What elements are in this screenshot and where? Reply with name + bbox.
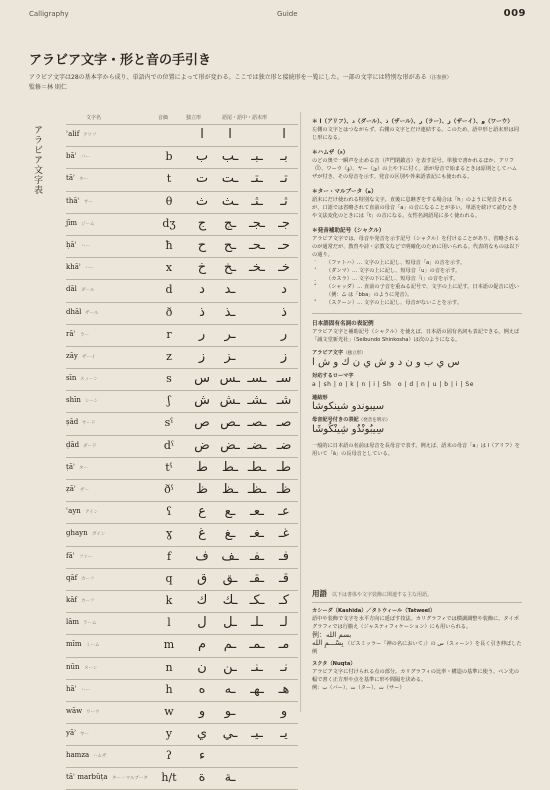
letter-final-form: ـط [221, 459, 239, 475]
letter-initial-form: طـ [276, 459, 292, 475]
table-row [66, 124, 298, 146]
letter-sound: d [165, 283, 173, 297]
letter-kana: ミーム [86, 643, 100, 649]
letter-final-form: ـغ [224, 526, 236, 542]
letter-name: shīn [66, 396, 81, 405]
letter-medial-form: ـجـ [248, 215, 265, 231]
letter-final-form: ـث [221, 193, 239, 209]
table-row [66, 146, 298, 168]
letter-kana: カーフ [81, 576, 95, 582]
table-row [66, 390, 298, 412]
letter-isolated-form: ن [197, 659, 207, 675]
glossary-kashida-example-note: بِسْـــمِ الله （ビスミッラー「神の名において」）の س（スィーン）を長く引き伸ばした例 [312, 639, 522, 655]
letter-medial-form: ـخـ [248, 260, 265, 276]
letter-medial-form: ـغـ [250, 526, 264, 542]
letter-name: ʾalif [66, 130, 80, 138]
letter-sound: q [165, 571, 173, 585]
letter-kana: シーン [85, 399, 99, 405]
letter-sound: h/t [161, 771, 177, 785]
table-row [66, 257, 298, 279]
letter-initial-form: ثـ [280, 193, 288, 209]
table-row [66, 546, 298, 568]
letter-sound: b [165, 150, 173, 164]
letter-name: fāʾ [66, 551, 75, 560]
letter-final-form: ـب [221, 149, 239, 165]
letter-name: ḍād [66, 440, 80, 449]
diacritic-mark [314, 299, 322, 307]
glossary-section [312, 590, 522, 692]
example-vocalized-form: سِيبُونْدُو شِينْكُوشَا [312, 423, 385, 435]
table-header [66, 114, 296, 124]
letter-sound: h [165, 682, 173, 696]
letter-medial-form: ـيـ [251, 726, 263, 742]
note-nonconnecting-head: ＊ ا（アリフ）、د（ダール）、ذ（ザール）、ر（ラー）、ز（ザーイ）、و（ワーウ） [312, 119, 513, 125]
letter-kana: ヌーン [84, 665, 98, 671]
table-row [66, 168, 298, 190]
letter-kana: ジーム [81, 221, 95, 227]
letter-sound: x [165, 261, 173, 275]
letter-table [66, 124, 298, 790]
letter-final-form: ـص [220, 415, 240, 431]
letter-sound: dʒ [162, 216, 176, 230]
diacritic-item [312, 283, 522, 299]
letter-isolated-form: ص [194, 415, 210, 431]
diacritic-mark [314, 283, 322, 299]
letter-medial-form: ـنـ [251, 659, 263, 675]
letter-name: ʿayn [66, 507, 81, 516]
page-header [29, 10, 526, 26]
diacritic-description: （スクーン）… 文字の上に記し、母音がないことを示す。 [326, 300, 463, 306]
letter-initial-form: ضـ [276, 437, 292, 453]
glossary-subtitle: 以下は書体や文字装飾に関連する主な用語。 [332, 592, 433, 598]
section-divider [312, 313, 522, 314]
letter-kana: ヤー [80, 732, 89, 738]
example-vocalized-label: 母音記号付きの表記（発音を明示） [312, 416, 391, 423]
letter-kana: カーフ [81, 598, 95, 604]
glossary-kashida-head: カシーダ（Kashida）／タトウィール（Tatweel） [312, 608, 436, 614]
note-japanese-names-body: アラビア文字と補助記号（シャクル）を使えば、日本語の固有名詞も表記できる。例えば「誠文堂新光社」（Seibundo Shinkosha）は次のようになる。 [312, 328, 520, 343]
letter-initial-form: صـ [276, 415, 292, 431]
letter-initial-form: حـ [278, 237, 290, 253]
letter-name: dhāl [66, 307, 82, 316]
page-title: アラビア文字・形と音の手引き [29, 53, 212, 68]
letter-initial-form: غـ [278, 526, 290, 542]
letter-isolated-form: ل [197, 615, 207, 631]
letter-name: dāl [66, 285, 77, 294]
letter-kana: ダード [83, 443, 97, 449]
column-divider [300, 112, 301, 712]
letter-sound: s [166, 372, 172, 386]
letter-name: ghayn [66, 529, 88, 538]
letter-kana: ダール [81, 288, 95, 294]
table-row [66, 235, 298, 257]
letter-isolated-form: و [198, 703, 206, 719]
letter-isolated-form: ظ [195, 482, 209, 497]
glossary-nuqta-head: ヌクタ（Nuqta） [312, 661, 356, 667]
letter-initial-form: بـ [280, 149, 288, 165]
name-example-box [312, 349, 522, 434]
lead-paragraph [29, 73, 519, 92]
letter-initial-form: فـ [278, 548, 290, 564]
table-row [66, 479, 298, 501]
letter-medial-form: ـثـ [251, 193, 263, 209]
letter-initial-form: ا [282, 127, 286, 142]
diacritic-item [312, 267, 522, 275]
letter-isolated-form: خ [197, 260, 207, 276]
letter-isolated-form: ع [198, 504, 206, 520]
letter-medial-form: ـفـ [249, 548, 265, 564]
letter-kana: ハー [85, 266, 94, 272]
letter-medial-form: ـكـ [249, 592, 265, 608]
letter-sound: w [164, 704, 174, 718]
letter-sound: n [165, 660, 173, 674]
letter-name: hāʾ [66, 684, 77, 693]
letter-name: tāʾ marbūṭa [66, 773, 108, 782]
letter-medial-form: ـظـ [247, 482, 267, 497]
col-isolated-header: 独立形 [186, 115, 202, 121]
letter-sound: sˤ [164, 416, 174, 430]
letter-name: mīm [66, 640, 82, 649]
letter-name: nūn [66, 662, 80, 671]
letter-isolated-form: ر [198, 326, 206, 342]
diacritic-list [312, 259, 522, 307]
letter-kana: ラー [80, 332, 89, 338]
letter-isolated-form: ح [197, 237, 207, 253]
letter-initial-form: عـ [278, 504, 290, 520]
letter-sound: z [166, 349, 172, 363]
table-row [66, 767, 298, 789]
letter-kana: ラーム [83, 621, 97, 627]
example-connected-label: 連結形 [312, 394, 328, 401]
letter-medial-form: ـسـ [247, 371, 267, 387]
letter-name: tāʾ [66, 174, 76, 183]
letter-isolated-form: ت [195, 171, 209, 187]
letter-name: ṭāʾ [66, 462, 76, 471]
letter-isolated-form: ب [195, 149, 209, 165]
letter-final-form: ـر [224, 326, 236, 342]
letter-medial-form: ـصـ [247, 415, 267, 431]
letter-sound: k [165, 593, 173, 607]
letter-medial-form: ـبـ [251, 149, 263, 165]
letter-final-form: ـق [222, 570, 238, 586]
col-joined-header: 語尾・語中・語末形 [222, 115, 268, 121]
table-row [66, 701, 298, 723]
letter-kana: ハー [81, 687, 90, 693]
letter-isolated-form: ض [194, 437, 210, 453]
letter-kana: サード [82, 421, 96, 427]
table-row [66, 612, 298, 634]
letter-initial-form: لـ [280, 615, 288, 631]
letter-name: zāy [66, 351, 78, 360]
letter-initial-form: ظـ [276, 482, 292, 497]
letter-isolated-form: د [199, 282, 205, 298]
letter-name: sīn [66, 374, 77, 383]
diacritic-description: （カスラ）… 文字の下に記し、短母音「i」の音を示す。 [326, 276, 459, 282]
letter-final-form: ـت [221, 171, 239, 187]
letter-name: jīm [66, 218, 78, 227]
letter-sound: ɣ [165, 527, 173, 541]
letter-sound: t [166, 172, 172, 186]
letter-final-form: ـع [224, 504, 236, 520]
letter-initial-form: ذ [281, 304, 287, 320]
letter-medial-form: ـهـ [250, 681, 264, 697]
letter-kana: ザー [80, 488, 89, 493]
diacritic-description: （ダンマ）… 文字の上に記し、短母音「u」の音を示す。 [326, 268, 461, 274]
diacritic-mark [314, 259, 322, 267]
letter-sound: f [166, 549, 172, 563]
letter-name: ẓāʾ [66, 485, 77, 493]
glossary-title: 用語 [312, 589, 327, 598]
letter-isolated-form: م [197, 637, 207, 653]
table-row [66, 346, 298, 368]
letter-final-form: ـك [222, 592, 238, 608]
letter-final-form: ـذ [224, 304, 236, 320]
letter-kana: バー [81, 155, 90, 161]
letter-name: qāf [66, 573, 78, 582]
diacritic-description: （ファトハ）… 文字の上に記し、短母音「a」の音を示す。 [326, 260, 466, 266]
letter-medial-form: ـقـ [249, 570, 265, 586]
letter-initial-form: تـ [280, 171, 288, 187]
notes-column [312, 118, 522, 458]
letter-initial-form: جـ [278, 215, 290, 231]
letter-isolated-form: ط [195, 459, 209, 475]
letter-kana: ガイン [92, 532, 106, 538]
letter-medial-form: ـضـ [247, 437, 267, 453]
glossary-kashida-example: 例：بسم الله [312, 631, 352, 639]
letter-initial-form: هـ [278, 681, 290, 697]
note-diacritics-head: ＊発音補助記号（シャクル） [312, 228, 385, 234]
diacritic-mark [314, 267, 322, 275]
letter-name: yāʾ [66, 729, 77, 738]
table-row [66, 590, 298, 612]
letter-kana: ワーウ [86, 709, 100, 715]
letter-kana: ハムザ [93, 754, 107, 760]
letter-kana: アイン [85, 510, 99, 516]
letter-name: rāʾ [66, 329, 76, 338]
note-ta-marbuta-body: 語末にだけ使われる特別な文字。直後に息継ぎをする場合は「h」のように発音されるが、口語では省略されて直前の母音「a」の音になることが多い。単語を続けて読むときや文法変化のときには「t」の音になる。女性名詞語尾に多く使われる。 [312, 197, 518, 219]
letter-isolated-form: ء [198, 748, 206, 764]
table-row [66, 457, 298, 479]
table-row [66, 279, 298, 301]
letter-name: khāʾ [66, 263, 82, 272]
letter-initial-form: ر [280, 326, 288, 342]
letter-isolated-form: ا [200, 127, 204, 142]
diacritic-item [312, 275, 522, 283]
diacritic-item [312, 299, 522, 307]
diacritic-item [312, 259, 522, 267]
table-row [66, 191, 298, 213]
letter-sound: ð [165, 305, 173, 319]
letter-name: ṣād [66, 418, 79, 427]
supervisor-credit: 監修＝林 則仁 [29, 84, 67, 91]
glossary-nuqta-example: 例：ب（バー）、ت（ター）、ث（サー） [312, 685, 405, 691]
letter-kana: ター・マルブータ [112, 776, 148, 782]
letter-kana: ター [79, 465, 88, 471]
letter-name: thāʾ [66, 196, 80, 205]
letter-sound: ʔ [166, 749, 172, 763]
note-hamza-head: ＊ハムザ（ء） [312, 150, 349, 156]
letter-initial-form: ز [280, 348, 288, 364]
letter-medial-form: ـعـ [250, 504, 264, 520]
letter-final-form: ـش [219, 393, 240, 409]
example-roman-letters: a | sh | o | k | n | i | Sh o | d | n | u | b | i | Se [312, 380, 474, 388]
letter-sound: r [166, 327, 172, 341]
note-long-vowel: 一般的に日本語の名前は母音を長母音で表す。例えば、語末の母音「a」は ا（アリフ）を用いて「ā」の長母音としている。 [312, 442, 520, 457]
table-row [66, 745, 298, 767]
letter-name: ḥāʾ [66, 240, 77, 249]
letter-final-form: ـز [224, 348, 236, 364]
note-hamza-body: のどの奥で一瞬声を止める音（声門閉鎖音）を表す記号。単独で書かれるほか、アリフ（أ）、ワーウ（ؤ）、ヤー（ئ）の上や下に付く。語が母音で始まるときは原則としてハムザが付き、その母音を示す。発音の区別や外来語表記にも使われる。 [312, 158, 518, 180]
letter-sound: ħ [165, 238, 173, 252]
letter-isolated-form: س [194, 371, 210, 387]
letter-isolated-form: غ [198, 526, 206, 542]
letter-kana: ファー [79, 554, 93, 560]
letter-isolated-form: ذ [199, 304, 205, 320]
table-row [66, 435, 298, 457]
example-arabic-letters: س ي ب و ن د و ش ي ن ك و ش ا [312, 356, 460, 368]
letter-final-form: ـن [223, 659, 237, 675]
letter-initial-form: يـ [280, 726, 288, 742]
letter-sound: tˤ [165, 460, 173, 474]
letter-final-form: ـل [223, 615, 237, 631]
note-nonconnecting-body: 左側の文字とはつながらず、右側の文字とだけ連結する。このため、語中形と語末形は同じ形になる。 [312, 127, 519, 141]
letter-initial-form: قـ [278, 570, 290, 586]
note-japanese-names-head: 日本語固有名詞の表記例 [312, 320, 374, 327]
table-row [66, 368, 298, 390]
letter-isolated-form: ف [195, 548, 209, 564]
letter-initial-form: سـ [276, 371, 292, 387]
letter-name: kāf [66, 595, 78, 604]
letter-final-form: ـخ [223, 260, 237, 276]
letter-final-form: ـض [220, 437, 240, 453]
letter-isolated-form: ز [198, 348, 206, 364]
letter-final-form: ـد [224, 282, 236, 298]
letter-final-form: ـس [219, 371, 240, 387]
letter-name: lām [66, 618, 80, 627]
letter-final-form: ـظ [221, 482, 239, 497]
header-guide-label: Guide [277, 10, 298, 18]
letter-initial-form: نـ [280, 659, 288, 675]
letter-kana: サー [84, 199, 93, 205]
letter-final-form: ـو [224, 703, 236, 719]
letter-initial-form: شـ [276, 393, 292, 409]
letter-isolated-form: ش [194, 393, 210, 409]
letter-initial-form: د [281, 282, 287, 298]
letter-name: hamza [66, 751, 90, 760]
table-row [66, 213, 298, 235]
example-roman-label: 対応するローマ字 [312, 372, 354, 379]
glossary-header [312, 590, 522, 603]
letter-isolated-form: ك [196, 592, 208, 608]
letter-sound: l [167, 616, 171, 630]
letter-isolated-form: ق [196, 570, 208, 586]
glossary-nuqta-body: アラビア文字に付けられる点の部分。カリグラフィの比率・構造の基準に使う。ペン先の幅で書く正方形や点を基準に形や間隔を決める。 [312, 669, 519, 683]
header-section-label: Calligraphy [29, 10, 69, 18]
table-row [66, 568, 298, 590]
letter-medial-form: ـلـ [251, 615, 263, 631]
letter-name: wāw [66, 706, 83, 715]
lead-text: アラビア文字は28の基本字から成り、単語内での位置によって形が変わる。ここでは独立形と接続形を一覧にした。一部の文字には特別な形がある [29, 74, 427, 81]
letter-kana: ター [79, 177, 88, 183]
table-row [66, 723, 298, 745]
table-row [66, 324, 298, 346]
table-row [66, 501, 298, 523]
glossary-kashida-body: 語中や装飾で文字を水平方向に延ばす技法。カリグラフィでは横調調整や装飾に、タイポグラフィでは行揃え（ジャスティフィケーション）にも用いられる。 [312, 616, 519, 630]
letter-sound: θ [165, 194, 173, 208]
letter-final-form: ـم [223, 637, 237, 653]
letter-final-form: ـة [224, 770, 236, 786]
letter-sound: y [165, 727, 173, 741]
letter-medial-form: ـحـ [248, 237, 265, 253]
letter-final-form: ـه [224, 681, 236, 697]
letter-sound: dˤ [163, 438, 175, 452]
col-name-header: 文字名 [86, 115, 102, 121]
letter-medial-form: ـطـ [247, 459, 267, 475]
letter-final-form: ا [228, 127, 232, 142]
letter-medial-form: ـتـ [251, 171, 263, 187]
letter-kana: ハー [81, 243, 90, 249]
letter-kana: スィーン [80, 377, 99, 383]
table-row [66, 679, 298, 701]
letter-kana: ザーイ [82, 354, 96, 360]
letter-medial-form: ـشـ [247, 393, 267, 409]
side-title: アラビア文字表 [32, 125, 42, 195]
letter-sound: ʕ [166, 505, 172, 519]
letter-sound: m [163, 638, 175, 652]
lead-note: （注参照） [426, 75, 452, 81]
letter-initial-form: مـ [278, 637, 290, 653]
table-row [66, 523, 298, 545]
letter-isolated-form: ث [195, 193, 209, 209]
letter-final-form: ـح [223, 237, 237, 253]
diacritic-mark [314, 275, 322, 283]
letter-medial-form: ـمـ [249, 637, 265, 653]
table-row [66, 412, 298, 434]
letter-initial-form: و [280, 703, 288, 719]
table-row [66, 302, 298, 324]
example-connected-form: سيبوندو شينكوشا [312, 400, 385, 412]
table-row [66, 634, 298, 656]
letter-isolated-form: ه [198, 681, 206, 697]
letter-sound: ðˤ [164, 483, 174, 496]
note-diacritics-body: アラビア文字では、母音や発音を示す記号（シャクル）を付けることがあり、省略されるのが通常だが、教育や詩・宗教文などで明確化のために用いられる。代表的なものは以下の通り。 [312, 236, 520, 258]
col-sound-header: 音価 [158, 115, 169, 121]
note-ta-marbuta-head: ＊ター・マルブータ（ة） [312, 189, 377, 195]
letter-isolated-form: ة [198, 770, 206, 786]
letter-initial-form: كـ [279, 592, 289, 608]
table-row [66, 657, 298, 679]
letter-isolated-form: ج [197, 215, 207, 231]
diacritic-description: （シャッダ）… 直前の子音を重ねる記号で、文字の上に記す。日本語の促音に近い（例：بّ は「bba」のように発音）。 [326, 284, 520, 298]
letter-sound: ʃ [167, 394, 171, 408]
letter-final-form: ـف [221, 548, 239, 564]
page-number: 009 [503, 8, 526, 19]
letter-isolated-form: ي [196, 726, 208, 742]
letter-final-form: ـج [223, 215, 237, 231]
letter-kana: アリフ [83, 133, 97, 138]
letter-initial-form: خـ [278, 260, 290, 276]
letter-final-form: ـي [222, 726, 238, 742]
letter-name: bāʾ [66, 152, 77, 161]
example-arabic-label: アラビア文字（独立形） [312, 349, 366, 356]
letter-kana: ザール [85, 310, 99, 316]
